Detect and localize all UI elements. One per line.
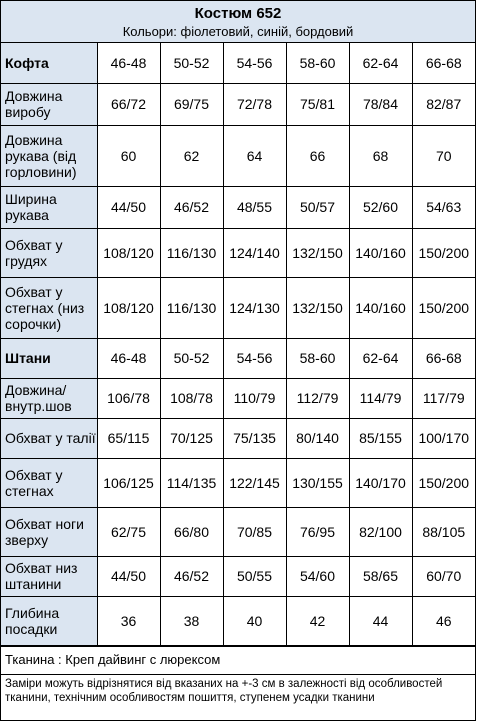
- measurement-cell: 64: [223, 125, 286, 186]
- measurement-label: Довжина рукава (від горловини): [1, 125, 97, 186]
- measurement-cell: 75/81: [286, 83, 349, 125]
- measurement-cell: 70/125: [160, 418, 223, 458]
- size-header-cell: 50-52: [160, 338, 223, 378]
- table-row: [1, 228, 475, 277]
- measurement-cell: 38: [160, 596, 223, 645]
- measurement-cell: 106/125: [97, 458, 160, 507]
- measurement-cell: 116/130: [160, 228, 223, 277]
- measurement-cell: 44/50: [97, 556, 160, 596]
- measurement-cell: 66/80: [160, 507, 223, 556]
- measurement-cell: 62/75: [97, 507, 160, 556]
- measurement-cell: 44: [349, 596, 412, 645]
- section-label: Кофта: [1, 43, 97, 83]
- size-header-cell: 66-68: [412, 338, 475, 378]
- measurement-cell: 50/55: [223, 556, 286, 596]
- measurement-cell: 150/200: [412, 458, 475, 507]
- measurement-cell: 42: [286, 596, 349, 645]
- size-header-cell: 50-52: [160, 43, 223, 83]
- measurement-cell: 70/85: [223, 507, 286, 556]
- measurement-cell: 69/75: [160, 83, 223, 125]
- size-table: [1, 43, 475, 646]
- chart-subtitle: Кольори: фіолетовий, синій, бордовий: [122, 24, 354, 39]
- measurement-label: Довжина/внутр.шов: [1, 378, 97, 418]
- measurement-cell: 85/155: [349, 418, 412, 458]
- measurement-cell: 54/60: [286, 556, 349, 596]
- table-row: [1, 507, 475, 556]
- measurement-cell: 46/52: [160, 556, 223, 596]
- measurement-cell: 60: [97, 125, 160, 186]
- measurement-label: Глибина посадки: [1, 596, 97, 645]
- measurement-cell: 48/55: [223, 186, 286, 228]
- table-row: [1, 83, 475, 125]
- size-header-cell: 58-60: [286, 338, 349, 378]
- measurement-label: Обхват у талії: [1, 418, 97, 458]
- measurement-cell: 108/120: [97, 277, 160, 338]
- size-header-cell: 46-48: [97, 43, 160, 83]
- measurement-cell: 76/95: [286, 507, 349, 556]
- measurement-label: Обхват у стегнах (низ сорочки): [1, 277, 97, 338]
- measurement-cell: 132/150: [286, 277, 349, 338]
- size-header-cell: 54-56: [223, 338, 286, 378]
- size-header-cell: 54-56: [223, 43, 286, 83]
- size-header-cell: 58-60: [286, 43, 349, 83]
- measurement-cell: 132/150: [286, 228, 349, 277]
- measurement-cell: 106/78: [97, 378, 160, 418]
- table-row: [1, 378, 475, 418]
- measurement-cell: 150/200: [412, 228, 475, 277]
- measurement-note: Заміри можуть відрізнятися від вказаних на +-3 см в залежності від особливостей тканини, технічним особливостям пошиття, ступенем усадки тканини: [1, 674, 475, 720]
- size-header-cell: 46-48: [97, 338, 160, 378]
- measurement-cell: 66: [286, 125, 349, 186]
- measurement-cell: 75/135: [223, 418, 286, 458]
- measurement-label: Обхват у стегнах: [1, 458, 97, 507]
- measurement-cell: 140/160: [349, 228, 412, 277]
- measurement-cell: 82/87: [412, 83, 475, 125]
- measurement-cell: 50/57: [286, 186, 349, 228]
- measurement-cell: 68: [349, 125, 412, 186]
- measurement-cell: 140/160: [349, 277, 412, 338]
- table-row: [1, 418, 475, 458]
- measurement-cell: 150/200: [412, 277, 475, 338]
- table-row: [1, 458, 475, 507]
- measurement-label: Довжина виробу: [1, 83, 97, 125]
- measurement-label: Обхват у грудях: [1, 228, 97, 277]
- chart-title: Костюм 652: [194, 5, 282, 22]
- section-label: Штани: [1, 338, 97, 378]
- measurement-cell: 108/78: [160, 378, 223, 418]
- table-row: [1, 596, 475, 645]
- measurement-cell: 44/50: [97, 186, 160, 228]
- measurement-cell: 110/79: [223, 378, 286, 418]
- section-header-row: [1, 338, 475, 378]
- measurement-label: Обхват низ штанини: [1, 556, 97, 596]
- measurement-cell: 100/170: [412, 418, 475, 458]
- fabric-info: Тканина : Креп дайвинг с люрексом: [1, 646, 475, 674]
- measurement-cell: 124/140: [223, 228, 286, 277]
- measurement-label: Ширина рукава: [1, 186, 97, 228]
- measurement-cell: 46/52: [160, 186, 223, 228]
- measurement-cell: 114/135: [160, 458, 223, 507]
- measurement-cell: 108/120: [97, 228, 160, 277]
- measurement-cell: 78/84: [349, 83, 412, 125]
- measurement-cell: 36: [97, 596, 160, 645]
- measurement-label: Обхват ноги зверху: [1, 507, 97, 556]
- measurement-cell: 72/78: [223, 83, 286, 125]
- size-header-cell: 62-64: [349, 338, 412, 378]
- measurement-cell: 80/140: [286, 418, 349, 458]
- measurement-cell: 52/60: [349, 186, 412, 228]
- measurement-cell: 65/115: [97, 418, 160, 458]
- measurement-cell: 88/105: [412, 507, 475, 556]
- table-row: [1, 556, 475, 596]
- chart-header: [1, 1, 475, 43]
- size-header-cell: 62-64: [349, 43, 412, 83]
- measurement-cell: 117/79: [412, 378, 475, 418]
- size-header-cell: 66-68: [412, 43, 475, 83]
- measurement-cell: 60/70: [412, 556, 475, 596]
- measurement-cell: 54/63: [412, 186, 475, 228]
- measurement-cell: 130/155: [286, 458, 349, 507]
- measurement-cell: 66/72: [97, 83, 160, 125]
- measurement-cell: 82/100: [349, 507, 412, 556]
- measurement-cell: 70: [412, 125, 475, 186]
- measurement-cell: 46: [412, 596, 475, 645]
- measurement-cell: 124/130: [223, 277, 286, 338]
- measurement-cell: 62: [160, 125, 223, 186]
- measurement-cell: 112/79: [286, 378, 349, 418]
- measurement-cell: 114/79: [349, 378, 412, 418]
- section-header-row: [1, 43, 475, 83]
- table-row: [1, 125, 475, 186]
- measurement-cell: 116/130: [160, 277, 223, 338]
- measurement-cell: 58/65: [349, 556, 412, 596]
- table-row: [1, 277, 475, 338]
- table-row: [1, 186, 475, 228]
- size-table-body: [1, 43, 475, 645]
- measurement-cell: 122/145: [223, 458, 286, 507]
- measurement-cell: 40: [223, 596, 286, 645]
- measurement-cell: 140/170: [349, 458, 412, 507]
